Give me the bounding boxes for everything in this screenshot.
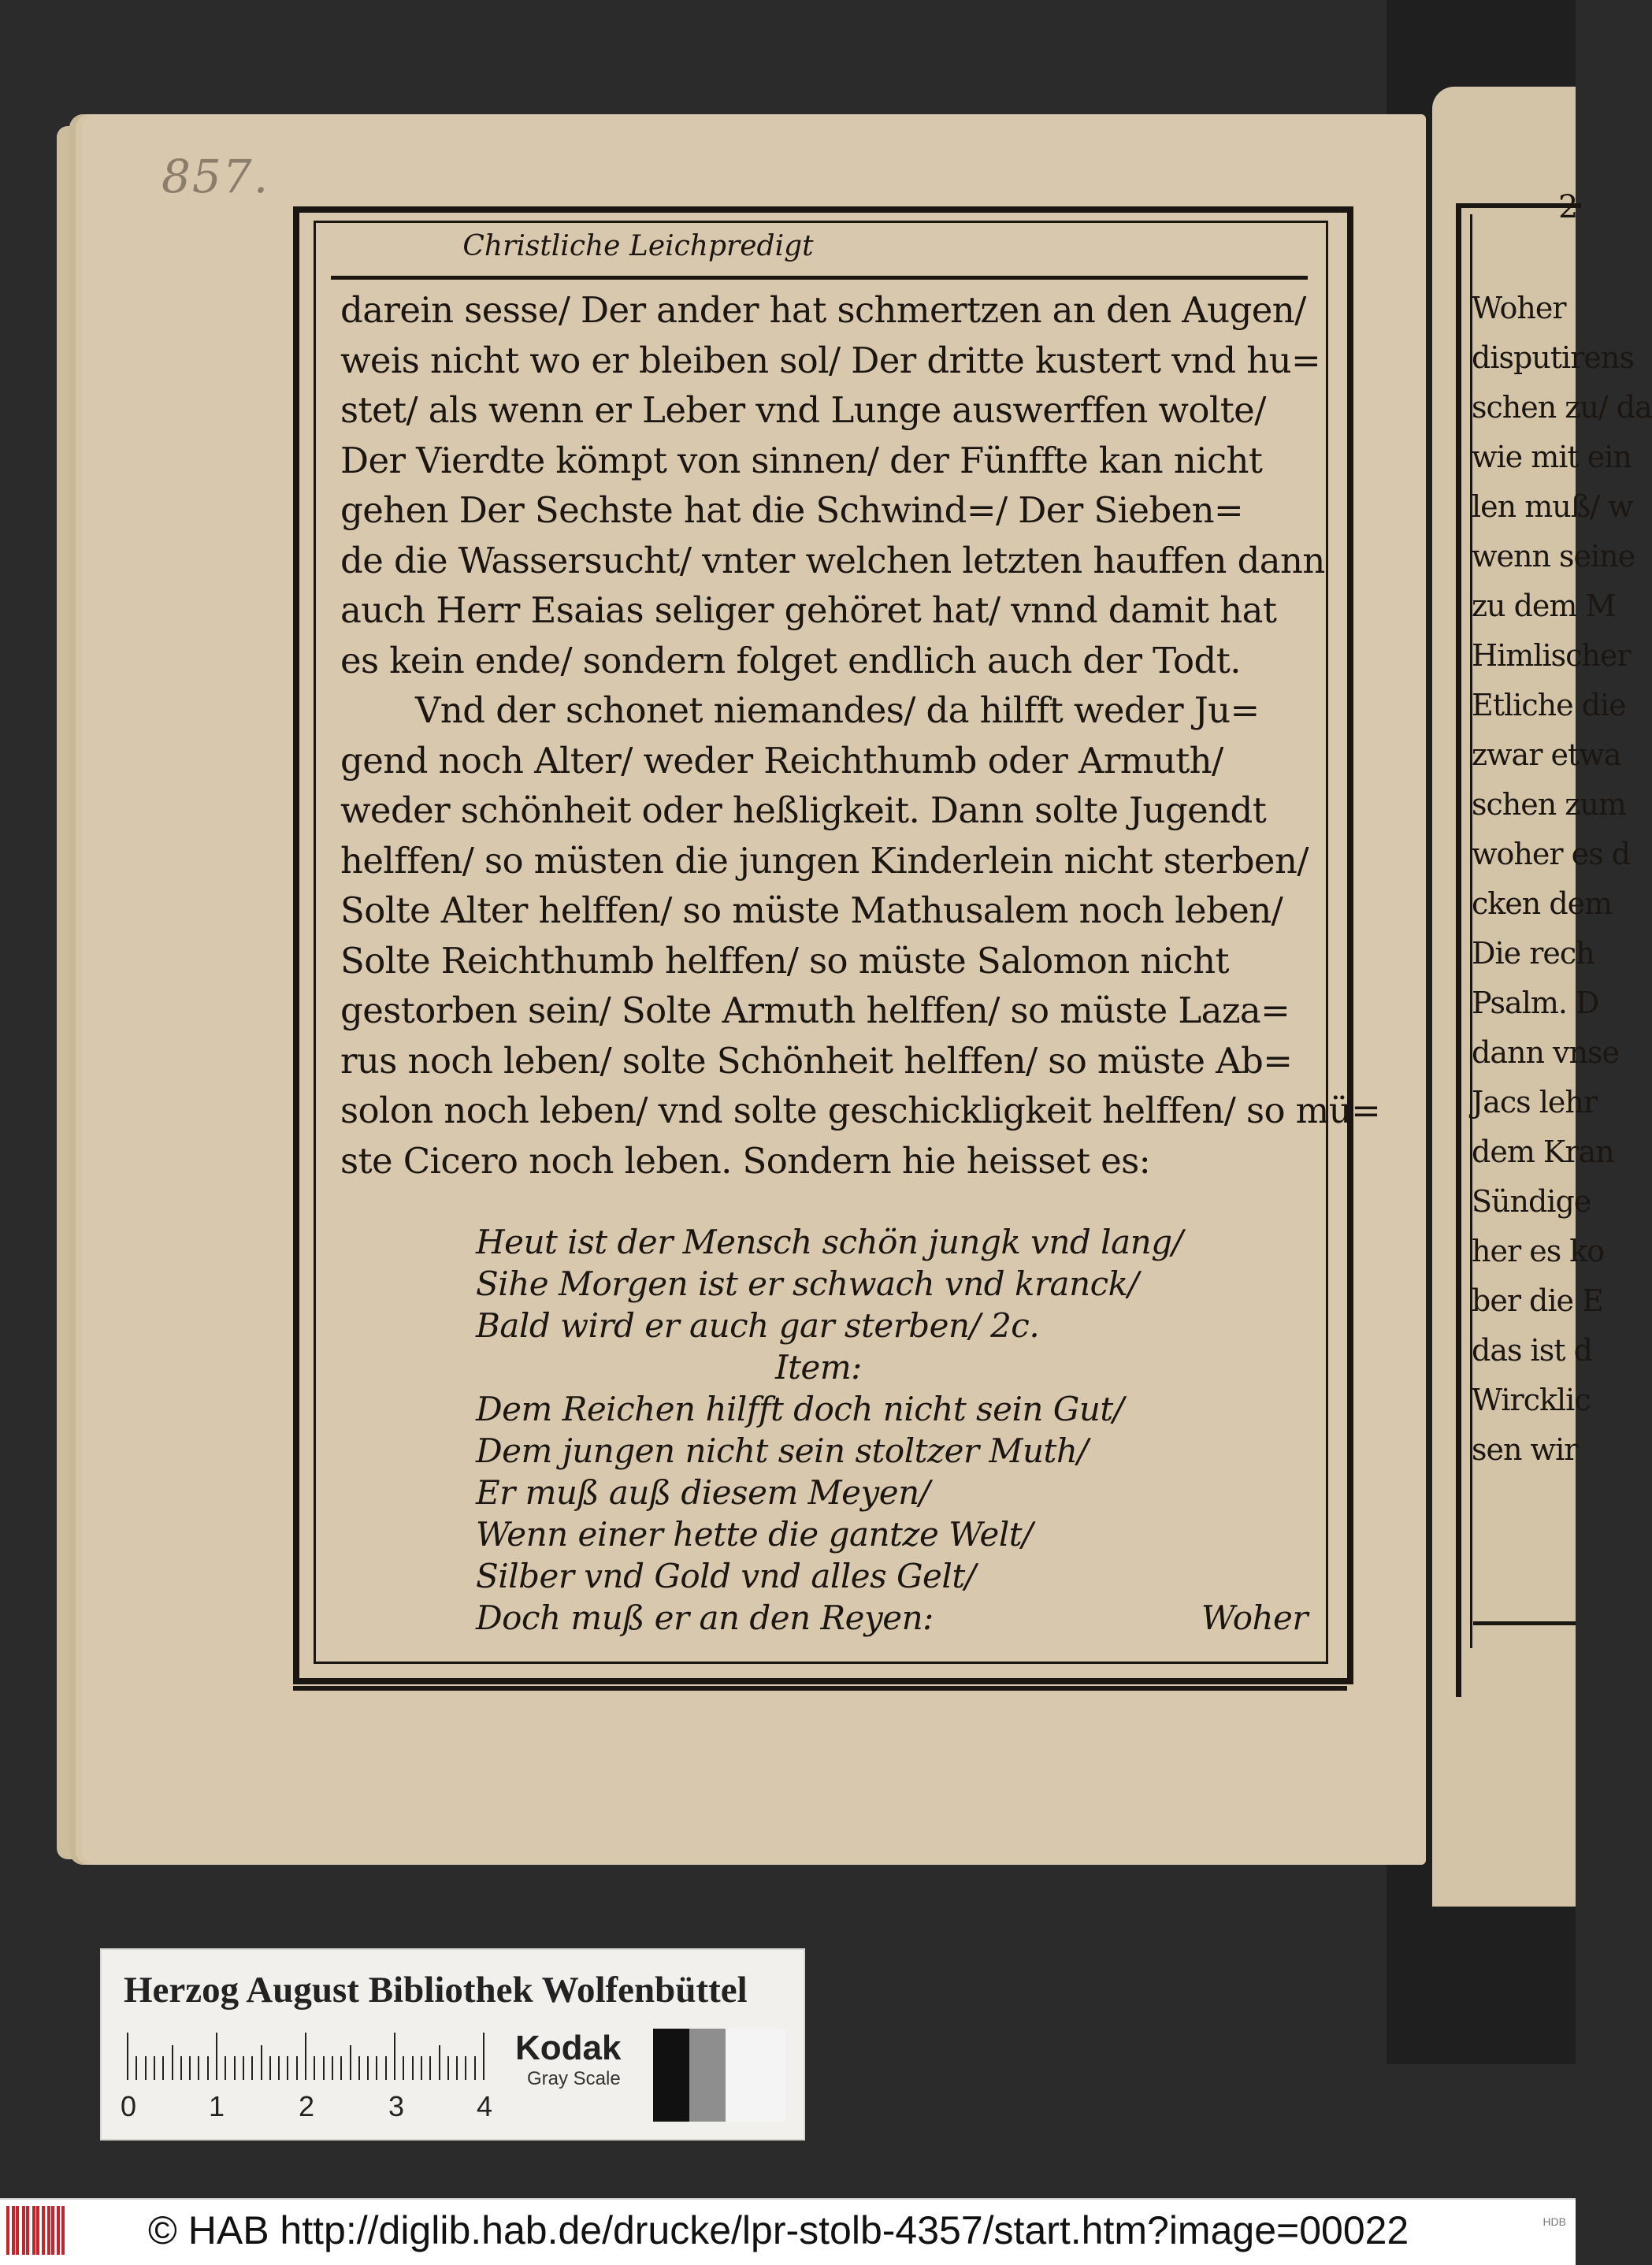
ruler-tick [287, 2056, 288, 2080]
text-line: gehen Der Sechste hat die Schwind=/ Der Sieben= [340, 489, 1244, 531]
text-line: stet/ als wenn er Leber vnd Lunge auswerffen wolte/ [340, 389, 1266, 431]
text-line: weder schönheit oder heßligkeit. Dann solte Jugendt [340, 789, 1267, 831]
ruler-tick [154, 2056, 155, 2080]
running-head-text: Christliche Leichpredigt [462, 230, 814, 262]
ruler-tick [127, 2033, 128, 2080]
ruler-tick [314, 2056, 315, 2080]
verse-line: Heut ist der Mensch schön jungk vnd lang/ [476, 1223, 1183, 1261]
ruler-number: 0 [121, 2090, 137, 2122]
ruler-tick [421, 2056, 422, 2080]
ruler-tick [305, 2033, 306, 2080]
facing-page-line: Psalm. D [1472, 986, 1599, 1020]
facing-page-line: dem Kran [1472, 1134, 1614, 1169]
facing-page-number: 2 [1558, 189, 1579, 225]
ruler-tick [394, 2033, 395, 2080]
facing-page-line: Wircklic [1472, 1383, 1591, 1417]
facing-page-line: cken dem [1472, 886, 1613, 921]
facing-page-line: len muß/ w [1472, 489, 1633, 524]
ruler-tick [340, 2056, 342, 2080]
text-line: Solte Alter helffen/ so müste Mathusalem noch leben/ [340, 889, 1283, 931]
text-line: Solte Reichthumb helffen/ so müste Salomon nicht [340, 939, 1229, 982]
ruler-tick [296, 2056, 298, 2080]
gray-scale-label: Gray Scale [527, 2068, 621, 2089]
ruler-tick [225, 2056, 226, 2080]
ruler-tick [412, 2056, 414, 2080]
ruler-number: 3 [388, 2090, 405, 2122]
ruler-tick [243, 2056, 244, 2080]
facing-page-line: dann vnse [1472, 1035, 1619, 1070]
barcode-stripe [12, 2206, 15, 2255]
text-line: Der Vierdte kömpt von sinnen/ der Fünffte kan nicht [340, 439, 1263, 481]
text-line: ste Cicero noch leben. Sondern hie heisset es: [340, 1139, 1151, 1182]
ruler-tick [180, 2056, 182, 2080]
header-rule [331, 276, 1308, 280]
ruler-tick [162, 2056, 164, 2080]
text-line: helffen/ so müsten die jungen Kinderlein nicht sterben/ [340, 839, 1309, 882]
ruler-number: 4 [477, 2090, 493, 2122]
verse-block [476, 1221, 1308, 1639]
barcode-icon [6, 2206, 66, 2255]
barcode-stripe [22, 2206, 25, 2255]
footer-bar [0, 2198, 1576, 2265]
facing-page-line: zwar etwa [1472, 737, 1621, 772]
facing-page-line: das ist d [1472, 1333, 1592, 1368]
verse-line: Dem Reichen hilfft doch nicht sein Gut/ [476, 1390, 1124, 1428]
barcode-stripe [6, 2206, 9, 2255]
folio-mark: 857. [161, 150, 270, 203]
facing-page-line: Himlischer [1472, 638, 1631, 673]
ruler-tick [403, 2056, 404, 2080]
facing-page-line: schen zum [1472, 787, 1626, 822]
verse-line: Er muß auß diesem Meyen/ [476, 1473, 930, 1512]
sermon-text [340, 285, 1381, 1186]
facing-page-line: zu dem M [1472, 589, 1616, 623]
ruler-tick [172, 2045, 173, 2080]
text-line: auch Herr Esaias seliger gehöret hat/ vnnd damit hat [340, 589, 1277, 631]
ruler-tick [474, 2056, 476, 2080]
card-title: Herzog August Bibliothek Wolfenbüttel [124, 1970, 748, 2011]
ruler [127, 2033, 489, 2080]
text-line: gestorben sein/ Solte Armuth helffen/ so müste Laza= [340, 990, 1290, 1031]
facing-page-line: Jacs lehr [1472, 1085, 1598, 1120]
ruler-tick [376, 2056, 377, 2080]
facing-page-line: wenn seine [1472, 539, 1635, 574]
print-frame-bottom-rule [293, 1686, 1347, 1691]
ruler-number: 1 [209, 2090, 225, 2122]
facing-page-line: Woher [1472, 291, 1566, 325]
verse-heading: Item: [775, 1348, 862, 1387]
facing-page-line: woher es d [1472, 837, 1631, 871]
ruler-tick [278, 2056, 280, 2080]
text-line: Vnd der schonet niemandes/ da hilfft weder Ju= [415, 689, 1260, 731]
ruler-tick [189, 2056, 191, 2080]
verse-line: Sihe Morgen ist er schwach vnd kranck/ [476, 1264, 1139, 1303]
barcode-stripe [26, 2206, 29, 2255]
text-line: solon noch leben/ vnd solte geschickligkeit helffen/ so mü= [340, 1090, 1381, 1131]
barcode-stripe [47, 2206, 50, 2255]
ruler-tick [261, 2045, 262, 2080]
text-line: weis nicht wo er bleiben sol/ Der dritte kustert vnd hu= [340, 339, 1321, 381]
ruler-tick [358, 2056, 360, 2080]
swatch-gray [689, 2029, 726, 2122]
footer-code: HDB [1542, 2215, 1566, 2228]
facing-page-line: schen zu/ da [1472, 390, 1652, 425]
ruler-tick [385, 2056, 387, 2080]
facing-page-text [1472, 284, 1652, 1475]
ruler-tick [447, 2056, 449, 2080]
facing-page-line: Sündige [1472, 1184, 1591, 1219]
barcode-stripe [61, 2206, 65, 2255]
text-line: darein sesse/ Der ander hat schmertzen an den Augen/ [340, 289, 1306, 331]
ruler-tick [198, 2056, 199, 2080]
text-line: rus noch leben/ solte Schönheit helffen/ so müste Ab= [340, 1039, 1293, 1082]
ruler-tick [251, 2056, 253, 2080]
ruler-tick [234, 2056, 236, 2080]
swatch-black [653, 2029, 689, 2122]
barcode-stripe [57, 2206, 60, 2255]
facing-page-line: wie mit ein [1472, 440, 1632, 474]
ruler-tick [439, 2045, 440, 2080]
ruler-tick [269, 2056, 271, 2080]
ruler-tick [323, 2056, 325, 2080]
facing-page-line: sen wir [1472, 1432, 1578, 1467]
facing-page-line: Etliche die [1472, 688, 1626, 722]
ruler-tick [456, 2056, 458, 2080]
barcode-stripe [36, 2206, 39, 2255]
kodak-logo: Kodak [515, 2029, 622, 2067]
text-line: gend noch Alter/ weder Reichthumb oder Armuth/ [340, 739, 1223, 782]
text-line: de die Wassersucht/ vnter welchen letzten hauffen dann [340, 539, 1325, 581]
ruler-number: 2 [299, 2090, 315, 2122]
color-calibration-card [100, 1948, 805, 2141]
ruler-tick [465, 2056, 466, 2080]
ruler-tick [429, 2056, 431, 2080]
catchword: Woher [1201, 1598, 1308, 1637]
ruler-tick [332, 2056, 333, 2080]
swatch-white [726, 2029, 785, 2122]
running-head [0, 230, 1576, 262]
barcode-stripe [42, 2206, 45, 2255]
ruler-tick [145, 2056, 147, 2080]
facing-page-line: Die rech [1472, 936, 1594, 971]
ruler-tick [216, 2033, 217, 2080]
verse-line: Dem jungen nicht sein stoltzer Muth/ [476, 1431, 1089, 1470]
barcode-stripe [51, 2206, 54, 2255]
text-line: es kein ende/ sondern folget endlich auch der Todt. [340, 639, 1241, 681]
verse-line: Doch muß er an den Reyen: [476, 1598, 934, 1637]
barcode-stripe [32, 2206, 35, 2255]
ruler-tick [136, 2056, 137, 2080]
facing-page-line: her es ko [1472, 1234, 1605, 1268]
verse-line: Wenn einer hette die gantze Welt/ [476, 1515, 1033, 1554]
ruler-tick [350, 2045, 351, 2080]
facing-page-line: disputirens [1472, 340, 1634, 375]
ruler-tick [367, 2056, 369, 2080]
ruler-tick [483, 2033, 484, 2080]
ruler-tick [207, 2056, 209, 2080]
verse-line: Silber vnd Gold vnd alles Gelt/ [476, 1557, 976, 1595]
facing-page-rule [1473, 1621, 1576, 1625]
facing-page-line: ber die E [1472, 1283, 1603, 1318]
verse-line: Bald wird er auch gar sterben/ 2c. [476, 1306, 1040, 1345]
copyright-link[interactable]: © HAB http://diglib.hab.de/drucke/lpr-stolb-4357/start.htm?image=00022 [148, 2208, 1409, 2252]
barcode-stripe [16, 2206, 19, 2255]
